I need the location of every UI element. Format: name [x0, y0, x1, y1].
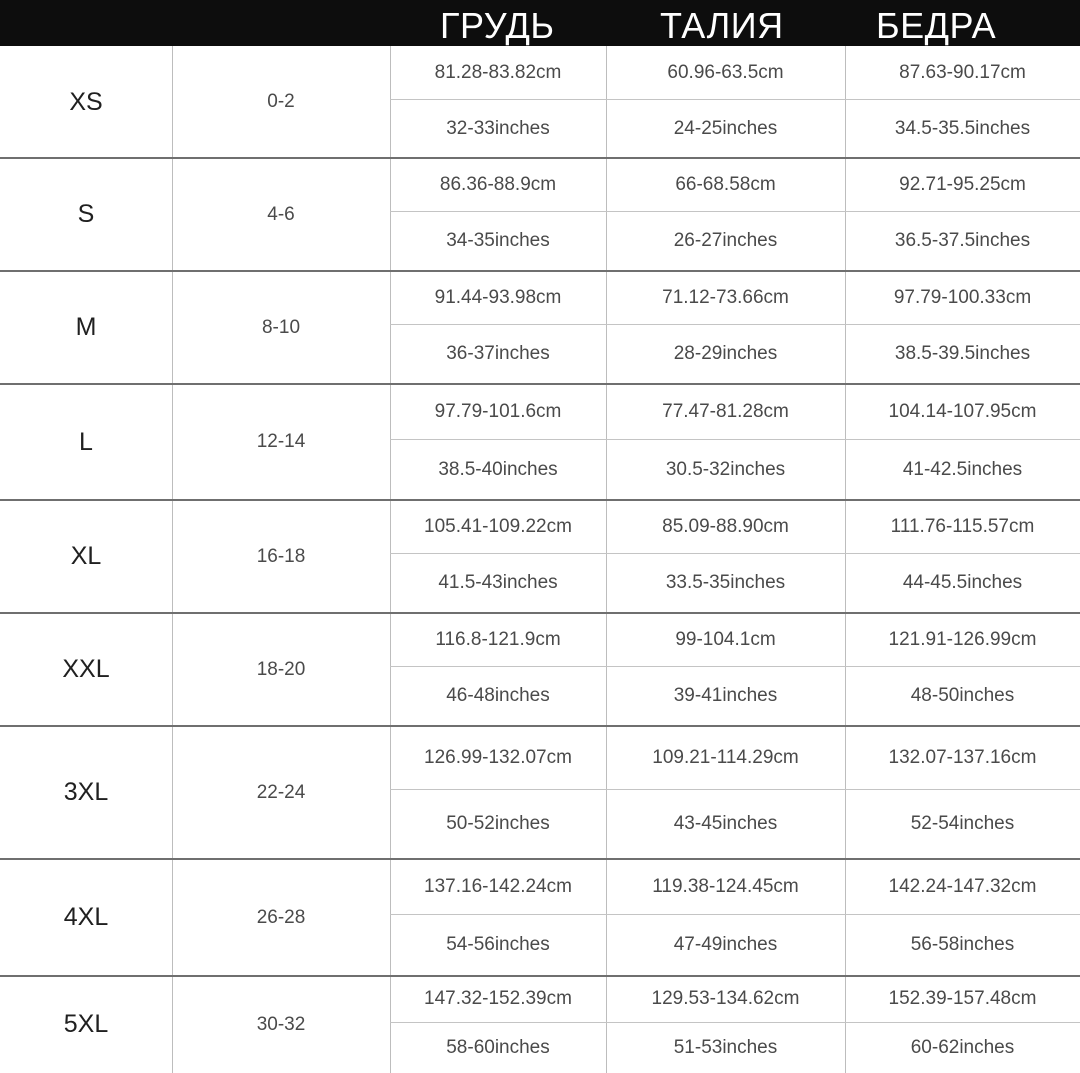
- waist-cm: 129.53-134.62cm: [651, 988, 800, 1009]
- chest-cm: 126.99-132.07cm: [424, 746, 572, 768]
- size-label: XS: [69, 87, 103, 116]
- chest-cm: 137.16-142.24cm: [424, 875, 572, 897]
- table-row: [0, 500, 1080, 613]
- table-row: [0, 271, 1080, 384]
- table-row: [0, 726, 1080, 859]
- table-row: [0, 158, 1080, 271]
- waist-cm: 66-68.58cm: [675, 173, 776, 195]
- us-size: 4-6: [267, 203, 295, 225]
- size-label: 5XL: [63, 1010, 109, 1038]
- size-label: L: [79, 427, 93, 456]
- row-half-divider: [390, 211, 1080, 212]
- us-size: 8-10: [261, 316, 301, 338]
- waist-inches: 39-41inches: [673, 685, 778, 706]
- hips-cm: 111.76-115.57cm: [890, 515, 1035, 537]
- row-half-divider: [390, 324, 1080, 325]
- us-size: 0-2: [267, 91, 295, 112]
- hips-inches: 38.5-39.5inches: [894, 343, 1031, 364]
- table-row: [0, 976, 1080, 1073]
- header-bar: [0, 0, 1080, 46]
- row-half-divider: [390, 553, 1080, 554]
- hips-cm: 132.07-137.16cm: [888, 746, 1037, 768]
- chest-cm: 105.41-109.22cm: [424, 515, 572, 537]
- waist-cm: 109.21-114.29cm: [652, 746, 799, 768]
- size-label: 4XL: [63, 903, 109, 931]
- header-waist: ТАЛИЯ: [660, 5, 784, 46]
- chest-inches: 32-33inches: [446, 117, 550, 139]
- hips-inches: 52-54inches: [910, 813, 1015, 834]
- chest-inches: 34-35inches: [446, 230, 550, 251]
- waist-inches: 26-27inches: [673, 230, 778, 251]
- waist-cm: 85.09-88.90cm: [662, 515, 789, 537]
- waist-cm: 119.38-124.45cm: [652, 875, 799, 897]
- size-table: [0, 46, 1080, 1073]
- row-half-divider: [390, 99, 1080, 100]
- header-chest: ГРУДЬ: [440, 5, 555, 46]
- hips-cm: 92.71-95.25cm: [899, 173, 1026, 195]
- chest-inches: 36-37inches: [446, 343, 550, 364]
- chest-cm: 97.79-101.6cm: [434, 400, 562, 422]
- chest-inches: 38.5-40inches: [438, 458, 558, 480]
- waist-cm: 99-104.1cm: [675, 628, 776, 650]
- us-size: 26-28: [256, 906, 306, 928]
- us-size: 16-18: [256, 545, 306, 567]
- hips-inches: 60-62inches: [910, 1036, 1015, 1058]
- waist-inches: 43-45inches: [673, 813, 778, 834]
- waist-inches: 24-25inches: [673, 117, 778, 139]
- hips-inches: 44-45.5inches: [902, 572, 1023, 593]
- chest-cm: 147.32-152.39cm: [424, 988, 572, 1009]
- size-label: S: [77, 200, 95, 228]
- us-size: 18-20: [256, 658, 306, 680]
- size-label: 3XL: [63, 778, 109, 806]
- size-label: XXL: [62, 655, 110, 683]
- chest-inches: 41.5-43inches: [438, 572, 558, 593]
- row-half-divider: [390, 439, 1080, 440]
- hips-inches: 36.5-37.5inches: [894, 230, 1031, 251]
- waist-inches: 30.5-32inches: [665, 458, 786, 480]
- row-half-divider: [390, 789, 1080, 790]
- waist-inches: 33.5-35inches: [665, 572, 786, 593]
- hips-inches: 48-50inches: [910, 685, 1015, 706]
- table-row: [0, 613, 1080, 726]
- hips-cm: 97.79-100.33cm: [893, 286, 1032, 308]
- hips-inches: 56-58inches: [910, 934, 1015, 955]
- size-label: XL: [70, 542, 102, 570]
- chest-cm: 86.36-88.9cm: [439, 173, 557, 195]
- waist-inches: 28-29inches: [673, 343, 778, 364]
- row-half-divider: [390, 1022, 1080, 1023]
- size-label: M: [75, 313, 97, 341]
- us-size: 22-24: [256, 781, 306, 803]
- table-row: [0, 384, 1080, 500]
- chest-inches: 50-52inches: [446, 813, 550, 834]
- hips-cm: 121.91-126.99cm: [888, 628, 1037, 650]
- hips-cm: 152.39-157.48cm: [888, 988, 1037, 1009]
- hips-inches: 34.5-35.5inches: [894, 117, 1031, 139]
- row-half-divider: [390, 666, 1080, 667]
- chest-cm: 91.44-93.98cm: [434, 286, 562, 308]
- hips-cm: 142.24-147.32cm: [888, 875, 1037, 897]
- hips-cm: 104.14-107.95cm: [888, 400, 1037, 422]
- chest-cm: 116.8-121.9cm: [435, 628, 561, 650]
- waist-cm: 60.96-63.5cm: [667, 61, 784, 83]
- chest-inches: 58-60inches: [446, 1036, 550, 1058]
- table-row: [0, 859, 1080, 976]
- waist-cm: 77.47-81.28cm: [662, 400, 789, 422]
- waist-inches: 51-53inches: [673, 1036, 778, 1058]
- row-half-divider: [390, 914, 1080, 915]
- table-row: [0, 46, 1080, 158]
- waist-cm: 71.12-73.66cm: [662, 286, 789, 308]
- waist-inches: 47-49inches: [673, 934, 778, 955]
- us-size: 30-32: [256, 1013, 306, 1035]
- hips-cm: 87.63-90.17cm: [899, 61, 1026, 83]
- hips-inches: 41-42.5inches: [902, 458, 1023, 480]
- chest-inches: 46-48inches: [446, 685, 550, 706]
- chest-cm: 81.28-83.82cm: [434, 61, 562, 83]
- header-hips: БЕДРА: [876, 5, 997, 46]
- chest-inches: 54-56inches: [446, 934, 550, 955]
- us-size: 12-14: [256, 431, 306, 452]
